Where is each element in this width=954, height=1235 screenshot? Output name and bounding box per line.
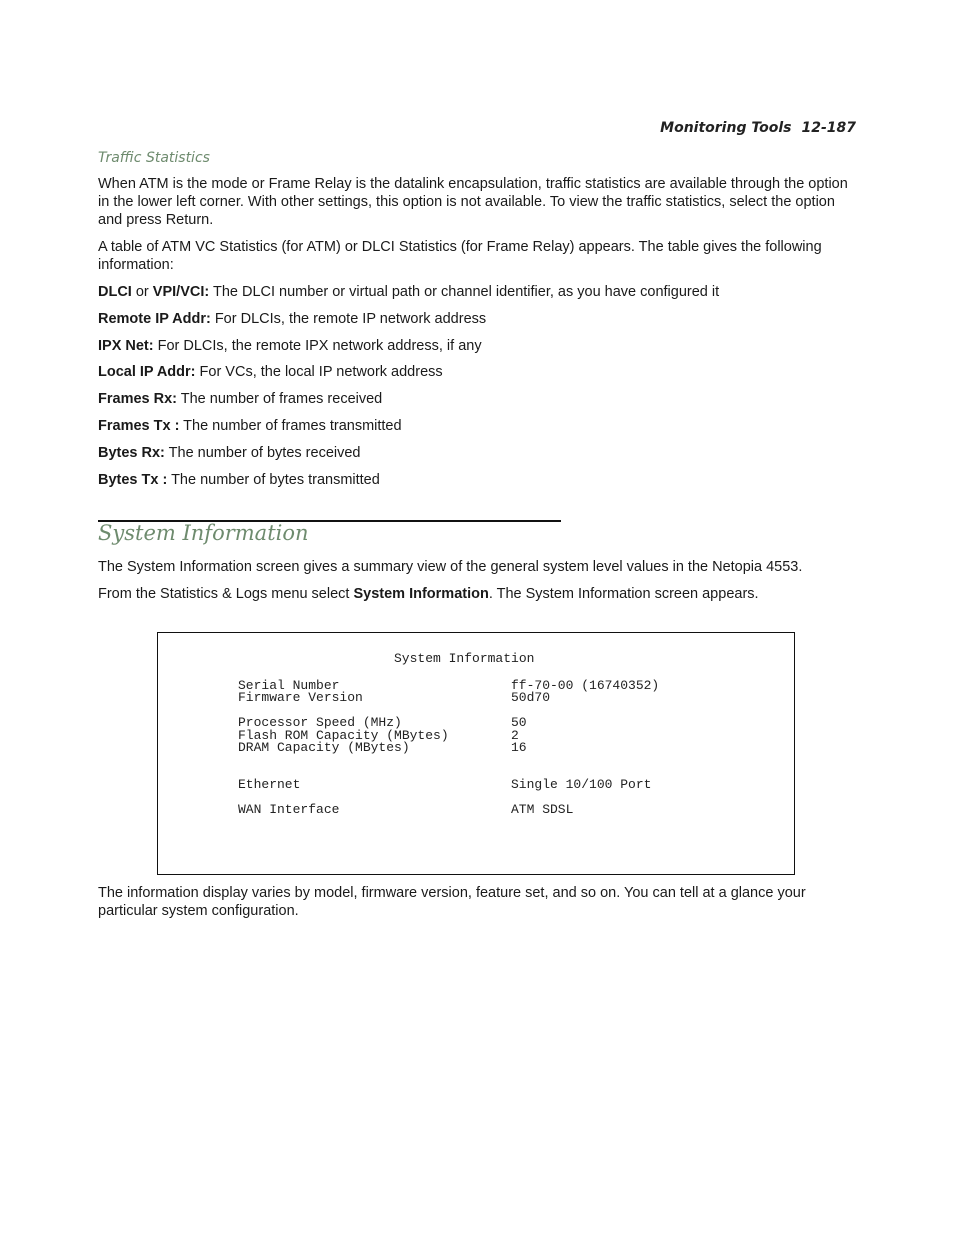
system-information-section (98, 558, 856, 612)
frames-rx-term: Frames Rx: (98, 391, 177, 408)
processor-speed-value: 50 (511, 715, 527, 730)
definition-local-ip (98, 363, 856, 381)
ethernet-value: Single 10/100 Port (511, 777, 652, 792)
firmware-version-row (238, 691, 778, 704)
system-info-intro-paragraph: The System Information screen gives a summary view of the general system level values in the Netopia 4553. (98, 559, 803, 575)
ipx-net-description: For DLCIs, the remote IPX network address, if any (153, 337, 482, 354)
serial-number-label: Serial Number (238, 678, 340, 693)
vpi-term: VPI/VCI: (152, 284, 210, 300)
ethernet-row (238, 778, 778, 791)
wan-interface-value: ATM SDSL (511, 802, 574, 817)
remote-ip-term: Remote IP Addr: (98, 310, 211, 327)
definition-bytes-tx (98, 471, 856, 489)
frames-tx-term: Frames Tx : (98, 417, 180, 434)
dram-capacity-row (238, 741, 778, 754)
screen-title: System Information (394, 651, 535, 666)
flash-rom-value: 2 (511, 727, 519, 743)
definition-frames-rx (98, 390, 856, 408)
firmware-version-label: Firmware Version (238, 690, 363, 705)
nav-prefix: From the Statistics & Logs menu select (98, 586, 354, 602)
bytes-tx-term: Bytes Tx : (98, 471, 168, 488)
nav-menu-item: System Information (353, 586, 489, 602)
traffic-statistics-heading: Traffic Statistics (98, 150, 210, 166)
dram-capacity-value: 16 (511, 740, 527, 755)
local-ip-description: For VCs, the local IP network address (195, 364, 443, 381)
traffic-statistics-section (98, 150, 856, 497)
closing-paragraph: The information display varies by model, firmware version, feature set, and so on. You can tell at a glance your particular system configuration. (98, 885, 806, 919)
ethernet-label: Ethernet (238, 777, 301, 792)
wan-interface-row (238, 803, 778, 816)
traffic-table-paragraph: A table of ATM VC Statistics (for ATM) or DLCI Statistics (for Frame Relay) appears. The table gives the following information: (98, 239, 822, 273)
header-section-title: Monitoring Tools (660, 120, 792, 136)
remote-ip-description: For DLCIs, the remote IP network address (210, 310, 487, 327)
processor-speed-label: Processor Speed (MHz) (238, 715, 402, 730)
definition-dlci (98, 283, 856, 301)
or-word: or (131, 284, 153, 300)
bytes-tx-description: The number of bytes transmitted (167, 471, 380, 488)
closing-section (98, 884, 856, 929)
serial-number-value: ff-70-00 (16740352) (511, 678, 660, 693)
frames-tx-description: The number of frames transmitted (179, 417, 402, 434)
bytes-rx-term: Bytes Rx: (98, 444, 165, 461)
system-information-screen (157, 632, 795, 875)
definition-remote-ip (98, 310, 856, 328)
page-number: 12-187 (801, 120, 856, 136)
definition-bytes-rx (98, 444, 856, 462)
nav-suffix: . The System Information screen appears. (488, 586, 759, 602)
bytes-rx-description: The number of bytes received (164, 444, 361, 461)
dlci-term: DLCI (98, 284, 132, 300)
ipx-net-term: IPX Net: (98, 337, 154, 354)
vpi-description: The DLCI number or virtual path or channel identifier, as you have configured it (209, 284, 720, 300)
page-header (660, 120, 856, 136)
traffic-intro-paragraph: When ATM is the mode or Frame Relay is the datalink encapsulation, traffic statistics are available through the option in the lower left corner. With other settings, this option is not available. To view the traffic statistics, select the option and press Return. (98, 176, 848, 228)
definition-frames-tx (98, 417, 856, 435)
dram-capacity-label: DRAM Capacity (MBytes) (238, 740, 410, 755)
wan-interface-label: WAN Interface (238, 802, 340, 817)
local-ip-term: Local IP Addr: (98, 364, 196, 381)
flash-rom-label: Flash ROM Capacity (MBytes) (238, 727, 449, 743)
definition-ipx-net (98, 337, 856, 355)
frames-rx-description: The number of frames received (176, 391, 383, 408)
system-info-navigation-paragraph (98, 585, 856, 603)
firmware-version-value: 50d70 (511, 690, 551, 705)
system-information-title: System Information (98, 521, 309, 545)
